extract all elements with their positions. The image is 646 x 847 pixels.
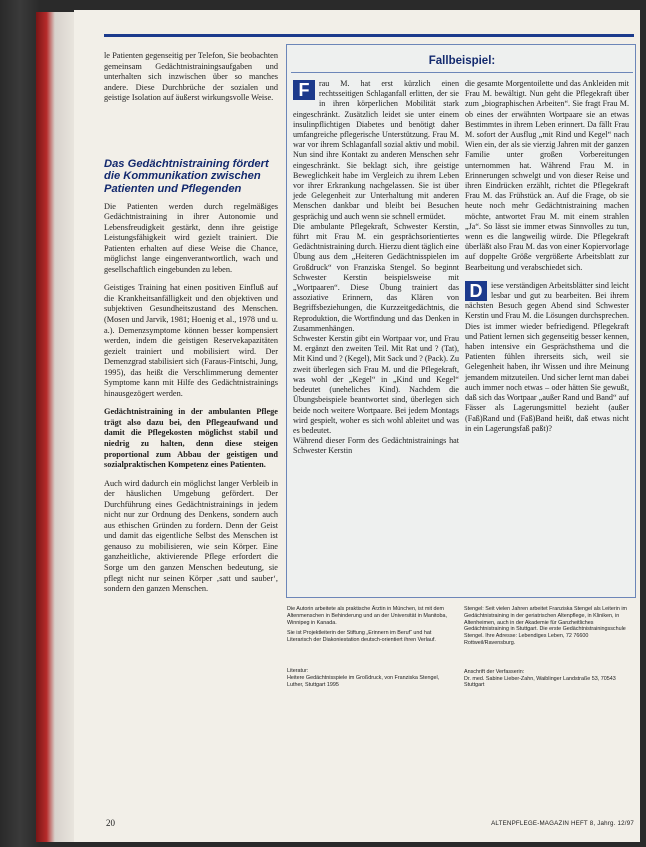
paragraph-3: Gedächtnistraining in der ambulanten Pflege trägt also dazu bei, den Pflegeaufwand und damit die Pflegekosten möglichst stabil und niedrig zu halten, denn diese steigen proportional zum Abbau der geistigen und sozialpraktischen Kompetenz eines Patienten. — [104, 407, 278, 470]
intro-paragraph: le Patienten gegenseitig per Telefon, Sie beobachten gemeinsam Gedächtnistrainingsaufgaben und unterhalten sich inzwischen über so manches andere. Diese Durchbrüche der sozialen und geistige Isolation auf äußerst wirkungsvolle Weise. — [104, 51, 278, 103]
magazine-page — [74, 10, 640, 842]
case-study-column-1 — [293, 79, 459, 457]
drop-cap-f: F — [293, 80, 315, 100]
case-study-box — [286, 44, 636, 598]
section-heading: Das Gedächtnistraining fördert die Kommunikation zwischen Patienten und Pflegenden — [104, 157, 269, 195]
publisher-notes — [464, 606, 634, 689]
literature-text: Heitere Gedächtnisspiele im Großdruck, von Franziska Stengel, Luther, Stuttgart 1995 — [287, 674, 440, 688]
case-paragraph-2: Die ambulante Pflegekraft, Schwester Kerstin, führt mit Frau M. ein gesprächsorientiertes Gedächtnistraining durch. Hierzu dient täglich eine Übung aus dem „Heiteren Gedächtnisspielen im Großdruck“ von Franziska Stengel. So beginnt Schwester Kerstin beispielsweise mit „Wortpaaren“. Diese Übung trainiert das assoziative Erinnern, das Klären von Begriffsbeziehungen, die Kurzzeitgedächtnis, die Reproduktion, die Wortfindung und das Denken in Zusammenhängen. — [293, 221, 459, 333]
top-rule — [104, 34, 634, 37]
drop-cap-d: D — [465, 281, 487, 301]
left-column — [104, 51, 278, 595]
case-paragraph-4: Während dieser Form des Gedächtnistrainings hat Schwester Kerstin — [293, 436, 459, 456]
author-notes — [287, 606, 453, 688]
author-bio: Die Autorin arbeitete als praktische Ärztin in München, ist mit dem Altenmenschen in Behinderung und an der Universität in Manitoba, Winnipeg in Kanada. — [287, 606, 448, 626]
author-bio-2: Sie ist Projektleiterin der Stiftung „Erinnern im Beruf“ und hat Literarisch der Diakoniestation deutsch-orientiert ihren Verlauf. — [287, 630, 436, 644]
paragraph-1: Die Patienten werden durch regelmäßiges Gedächtnistraining in ihrer Autonomie und Lebensfreudigkeit gestärkt, denn ihre geistige Leistungsfähigkeit wird gezielt trainiert. Die Patienten erhalten auf diese Weise die Chance, möglichst lange eingenverantwortlich, wach und gesellschaftlich eingebunden zu leben. — [104, 201, 278, 274]
case-study-column-2 — [465, 79, 629, 434]
case-paragraph-5: die gesamte Morgentoilette und das Ankleiden mit Frau M. bewältigt. Nun geht die Pflegekraft über zum „biographischen Arbeiten“. Sie fragt Frau M. ob eines der erwähnten Wortpaare sie an etwas Bestimmtes in ihrem Leben erinnert. Da fällt Frau M. sofort der Ausflug „mit Rind und Kegel“ nach Wien ein, der als sie vierzig Jahren mit der ganzen Familie unter großen Vorbereitungen unternommen hat. Während Frau M. in Erinnerungen schwelgt und von dieser Reise und ihren Eindrücken erzählt, richtet die Pflegekraft Frau M. das Frühstück an. Auf die Frage, ob sie heute noch mehr Gedächtnistraining machen möchte, antwortet Frau M. mit einem strahlen „Ja“. So lässt sie immer etwas Sinnvolles zu tun, wenn es die langweilig würde. Die Pflegekraft überläßt also Frau M. das von einer Kopiervorlage auf doppelte Größe vergrößerte Arbeitsblatt zur Bearbeitung und verabschiedet sich. — [465, 79, 629, 272]
address-text: Dr. med. Sabine Lieber-Zahn, Waiblinger Landstraße 53, 70543 Stuttgart — [464, 675, 616, 689]
page-number: 20 — [106, 818, 115, 828]
case-paragraph-6: iese verständigen Arbeitsblätter sind leicht lesbar und gut zu bearbeiten. Bei ihrem nächsten Besuch gegen Abend sind Schwester Kerstin und Frau M. die Lösungen durchsprechen. Dies ist immer wieder befriedigend. Pflegekraft und Patient lernen sich gegenseitig besser kennen, haben intensive ein Gesprächsthema und die Patienten fühlen ihrerseits sich, weil sie Gelegenheit haben, ihr Wissen und ihre Meinung jemandem mitzuteilen. Und sicher lernt man dabei auch immer noch etwas – oder hätten Sie gewußt, daß sich das Wortpaar „außer Rand und Band“ auf Fässer als Lagerungsmittel bezieht (außer (Faß)Rand und (Faß)Band heißt, daß etwas nicht in ein Lagerungsfaß paßt)? — [465, 280, 629, 433]
case-paragraph-3: Schwester Kerstin gibt ein Wortpaar vor, und Frau M. ergänzt den zweiten Teil. Mit Rat und ? (Tat), Mit Kind und ? (Kegel), Mit Sack und ? (Pack). Zu zweit überlegen sich Frau M. und die Pflegekraft, was wohl der „Kegel“ in „Kind und Kegel“ bedeutet (uneheliches Kind). Nachdem die Übungsbeispiele beantwortet sind, überlegen sich beide noch weitere Wortpaare. Bei jedem Montags wird gespielt, woher es sich wohl ableitet und was es bedeutet. — [293, 334, 459, 435]
stengel-note: Stengel: Seit vielen Jahren arbeitet Franziska Stengel als Leiterin im Gedächtnistraining in der geriatrischen Altenpflege, in Kliniken, in Altenheimen, auch in der Akademie für Ganzheitliches Gedächtnistraining in Stuttgart. Die erste Gedächtnistrainingsschule Stengel. Ihre Adresse: Lebendiges Leben, 72 76600 Rottweil/Ravensburg. — [464, 606, 628, 646]
address-label: Anschrift der Verfasserin: — [464, 668, 525, 675]
case-study-rule — [291, 72, 633, 73]
book-spine — [36, 12, 78, 842]
paragraph-2: Geistiges Training hat einen positiven Einfluß auf die Krankheitsanfälligkeit und den objektiven und subjektiven Gesundheitszustand des Menschen. (Mosen und Jarvik, 1981; Hoenig et al., 1978 und u. a.). Demenzsymptome können besser kompensiert werden, indem die geistigen Reservekapazitäten gezielt trainiert und mobilisiert wird. Der Demenzgrad stabilisiert sich (Faraus-Fintschi, Jung, 1995), das heißt die Verschlimmerung dementer Symptome kann mit Hilfe des Gedächtnistrainings hinausgezögert werden. — [104, 283, 278, 398]
case-paragraph-1: rau M. hat erst kürzlich einen rechtsseitigen Schlaganfall erlitten, der sie in ihren körperlichen Mobilität stark eingeschränkt. Zusätzlich leidet sie unter einem insulinpflichtigen Diabetes und benötigt daher umfangreiche pflegerische Unterstützung. Frau M. war vor ihrem Schlaganfall sozial aktiv und mobil. Nun sind ihre Kontakt zu anderen Menschen sehr eingeschränkt. Sie beklagt sich, ihre geistige Beweglichkeit habe im Vergleich zu ihrem Leben vor ihrer Erkrankung nachgelassen. Sie ist über jede Gelegenheit zur Unterhaltung mit anderen Menschen dankbar und bleibt bei Besuchen gesprächig und auch wenn sie schnell ermüdet. — [293, 79, 459, 221]
case-study-title: Fallbeispiel: — [428, 55, 496, 67]
literature-label: Literatur: — [287, 667, 309, 674]
footer-magazine-name: ALTENPFLEGE-MAGAZIN HEFT 8, Jahrg. 12/97 — [491, 820, 634, 827]
paragraph-4: Auch wird dadurch ein möglichst langer Verbleib in der häuslichen Umgebung gefördert. Der Durchführung eines Gedächtnistrainings in jedem nicht nur zur Ordnung des Denkens, sondern auch aus ethischen Gründen zu fordern. Denn der Geist und damit das eigentliche Selbst des Menschen ist genauso zu mobilisieren, wie sein Körper. Eine ganzheitliche, aktivierende Pflege erfordert die Sorge um den ganzen Menschen bedeutung, sie pflegt nicht nur seinen Körper ‚satt und sauber‘, sondern den ganzen Menschen. — [104, 478, 278, 594]
